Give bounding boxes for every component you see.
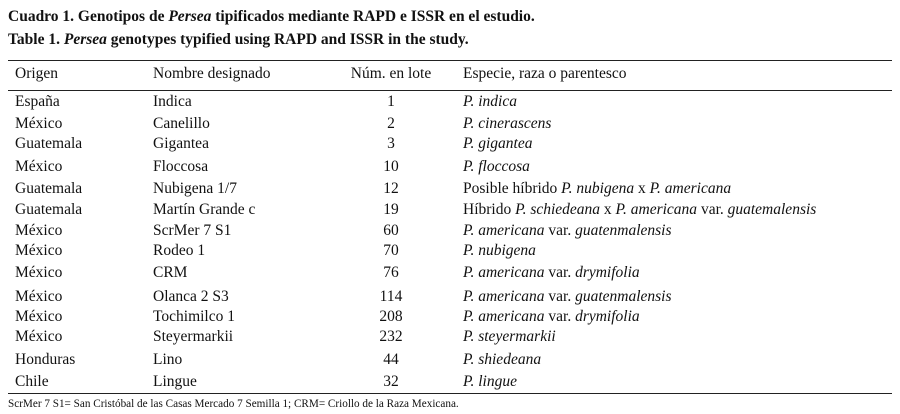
cell-origin: Guatemala xyxy=(15,135,83,152)
cell-species xyxy=(463,373,517,391)
species-italic-text: guatenmalensis xyxy=(575,222,672,239)
cell-name: Rodeo 1 xyxy=(153,242,206,259)
table-footnote: ScrMer 7 S1= San Cristóbal de las Casas Mercado 7 Semilla 1; CRM= Criollo de la Raza Mexicana. xyxy=(8,398,459,410)
cell-name: Martín Grande c xyxy=(153,201,256,218)
species-italic-text: P. gigantea xyxy=(463,135,533,152)
cell-num: 19 xyxy=(383,201,399,218)
species-italic-text: P. steyermarkii xyxy=(463,328,556,345)
species-text: var. xyxy=(697,201,728,218)
cell-origin: España xyxy=(15,93,60,110)
cell-species xyxy=(463,158,530,176)
caption-english-prefix: Table 1. xyxy=(8,31,64,48)
species-italic-text: guatemalensis xyxy=(727,201,817,218)
cell-origin: México xyxy=(15,328,63,345)
cell-species xyxy=(463,135,532,153)
cell-num: 114 xyxy=(379,288,403,305)
cell-name: ScrMer 7 S1 xyxy=(153,222,232,239)
species-italic-text: P. shiedeana xyxy=(463,351,542,368)
cell-num: 1 xyxy=(387,93,395,110)
cell-species xyxy=(463,288,672,306)
cell-species xyxy=(463,180,731,198)
species-italic-text: P. americana xyxy=(463,288,545,305)
cell-origin: México xyxy=(15,158,63,175)
cell-species xyxy=(463,115,551,133)
cell-origin: Chile xyxy=(15,373,49,390)
cell-species xyxy=(463,351,541,369)
species-text: Posible híbrido xyxy=(463,180,562,197)
caption-english-genus: Persea xyxy=(63,31,107,48)
header-species: Especie, raza o parentesco xyxy=(463,65,627,82)
cell-num: 10 xyxy=(383,158,399,175)
cell-num: 208 xyxy=(379,308,403,325)
cell-num: 3 xyxy=(387,135,395,152)
cell-num: 76 xyxy=(383,264,399,281)
cell-species xyxy=(463,242,536,260)
species-text: var. xyxy=(544,222,576,239)
cell-origin: Guatemala xyxy=(15,201,83,218)
cell-origin: México xyxy=(15,264,63,281)
cell-origin: México xyxy=(15,288,63,305)
cell-num: 2 xyxy=(387,115,395,132)
species-italic-text: P. americana xyxy=(463,264,545,281)
header-num: Núm. en lote xyxy=(350,65,432,82)
header-rule xyxy=(8,90,892,91)
cell-name: Olanca 2 S3 xyxy=(153,288,229,305)
species-italic-text: P. indica xyxy=(463,93,517,110)
header-name: Nombre designado xyxy=(153,65,271,82)
species-text: Híbrido xyxy=(463,201,516,218)
cell-name: Indica xyxy=(153,93,192,110)
cell-num: 32 xyxy=(383,373,399,390)
cell-num: 60 xyxy=(383,222,399,239)
species-text: x xyxy=(600,201,616,218)
species-italic-text: P. floccosa xyxy=(463,158,530,175)
species-text: var. xyxy=(544,264,576,281)
cell-num: 12 xyxy=(383,180,399,197)
cell-name: Lingue xyxy=(153,373,197,390)
cell-name: Tochimilco 1 xyxy=(153,308,235,325)
cell-num: 232 xyxy=(379,328,403,345)
cell-name: Nubigena 1/7 xyxy=(153,180,237,197)
species-italic-text: P. nubigena xyxy=(463,242,536,259)
species-italic-text: P. lingue xyxy=(463,373,517,390)
cell-species xyxy=(463,222,672,240)
cell-name: CRM xyxy=(153,264,188,281)
cell-num: 70 xyxy=(383,242,399,259)
cell-origin: México xyxy=(15,308,63,325)
species-italic-text: P. americana xyxy=(463,222,545,239)
caption-spanish xyxy=(8,8,535,26)
cell-origin: Guatemala xyxy=(15,180,83,197)
cell-species xyxy=(463,264,640,282)
caption-english-suffix: genotypes typified using RAPD and ISSR in the study. xyxy=(106,31,469,48)
cell-origin: México xyxy=(15,222,63,239)
caption-spanish-genus: Persea xyxy=(168,8,212,25)
table-top-rule xyxy=(8,60,892,61)
caption-spanish-prefix: Cuadro 1. Genotipos de xyxy=(8,8,169,25)
cell-name: Gigantea xyxy=(153,135,209,152)
cell-name: Floccosa xyxy=(153,158,209,175)
cell-species xyxy=(463,308,640,326)
cell-species xyxy=(463,328,556,346)
species-italic-text: P. nubigena xyxy=(561,180,635,197)
cell-species xyxy=(463,93,517,111)
cell-name: Lino xyxy=(153,351,183,368)
cell-origin: México xyxy=(15,115,63,132)
caption-english xyxy=(8,31,469,49)
caption-spanish-suffix: tipificados mediante RAPD e ISSR en el estudio. xyxy=(211,8,535,25)
species-italic-text: P. schiedeana xyxy=(515,201,601,218)
species-italic-text: P. cinerascens xyxy=(463,115,552,132)
cell-name: Steyermarkii xyxy=(153,328,234,345)
species-italic-text: guatenmalensis xyxy=(575,288,672,305)
species-italic-text: P. americana xyxy=(615,201,698,218)
species-text: var. xyxy=(544,288,576,305)
cell-species xyxy=(463,201,816,219)
species-text: x xyxy=(634,180,650,197)
species-italic-text: P. americana xyxy=(463,308,545,325)
species-text: var. xyxy=(544,308,576,325)
species-italic-text: drymifolia xyxy=(575,308,640,325)
cell-name: Canelillo xyxy=(153,115,210,132)
cell-num: 44 xyxy=(383,351,399,368)
species-italic-text: P. americana xyxy=(649,180,732,197)
cell-origin: México xyxy=(15,242,63,259)
table-bottom-rule xyxy=(8,393,892,394)
header-origin: Origen xyxy=(15,65,59,82)
cell-origin: Honduras xyxy=(15,351,76,368)
species-italic-text: drymifolia xyxy=(575,264,640,281)
